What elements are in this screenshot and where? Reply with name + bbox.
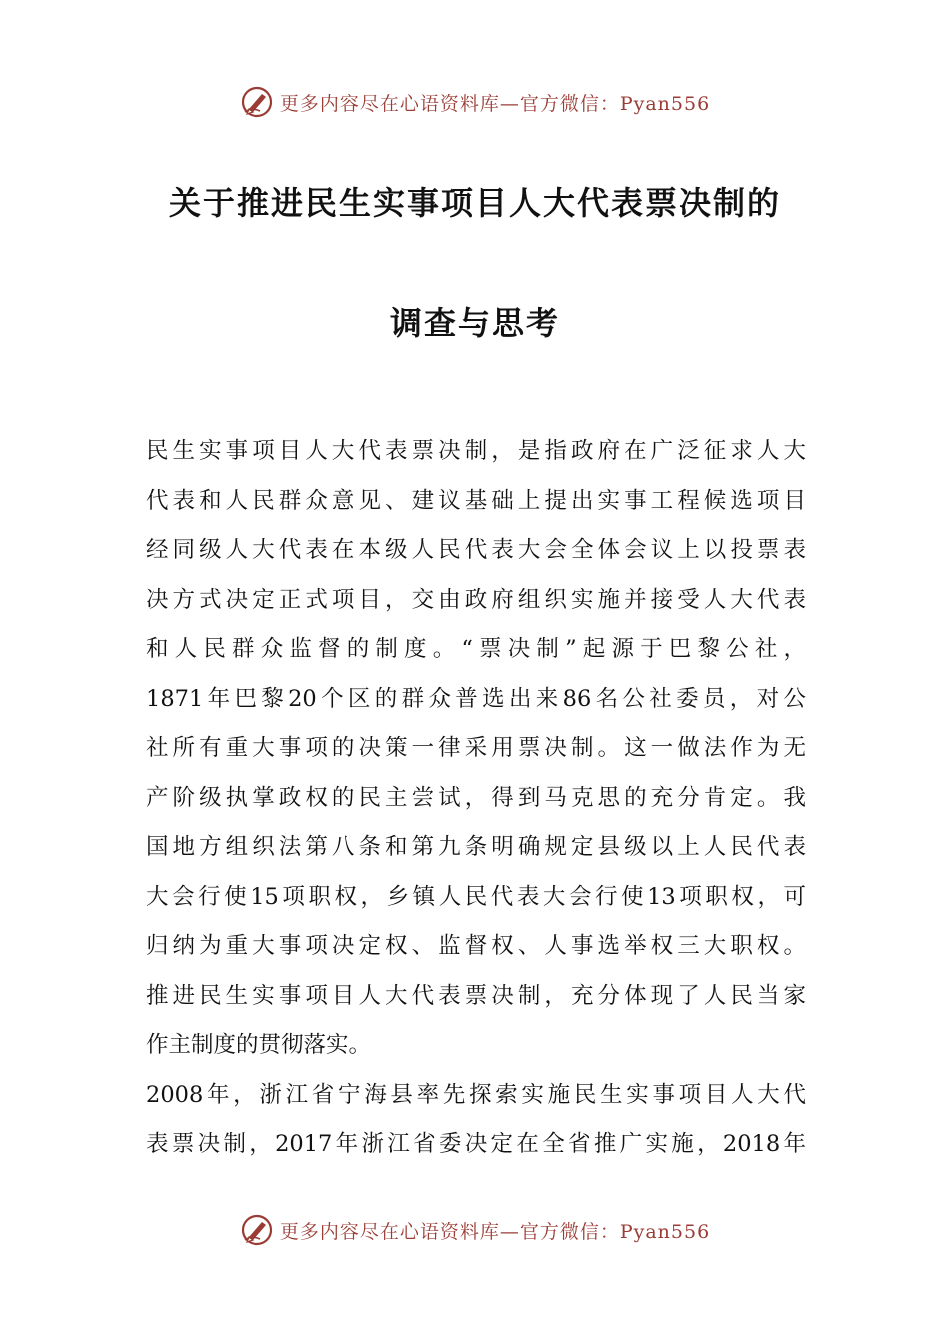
footer-watermark-banner [0,1210,950,1250]
body-line: 决方式决定正式项目，交由政府组织实施并接受人大代表 [146,586,806,613]
document-title-line-2: 调查与思考 [389,304,560,342]
body-line: 产阶级执掌政权的民主尝试，得到马克思的充分肯定。我 [146,784,806,811]
body-line: 大会行使15项职权，乡镇人民代表大会行使13项职权，可 [146,883,806,910]
body-line: 推进民生实事项目人大代表票决制，充分体现了人民当家 [146,982,806,1009]
body-line: 国地方组织法第八条和第九条明确规定县级以上人民代表 [146,834,806,860]
pen-logo-icon [240,1213,274,1247]
body-line: 民生实事项目人大代表票决制，是指政府在广泛征求人大 [146,438,806,464]
body-line: 社所有重大事项的决策一律采用票决制。这一做法作为无 [146,735,806,761]
pen-logo-icon [240,85,274,119]
header-watermark-banner [0,82,950,122]
body-line: 2008年，浙江省宁海县率先探索实施民生实事项目人大代 [146,1081,806,1108]
body-line: 经同级人大代表在本级人民代表大会全体会议上以投票表 [146,537,806,563]
body-line: 代表和人民群众意见、建议基础上提出实事工程候选项目 [146,487,806,514]
body-line: 归纳为重大事项决定权、监督权、人事选举权三大职权。 [146,933,806,959]
document-title-line-1: 关于推进民生实事项目人大代表票决制的 [168,184,781,222]
body-line: 表票决制，2017年浙江省委决定在全省推广实施，2018年 [146,1131,806,1157]
header-watermark-text: 更多内容尽在心语资料库—官方微信：Pyan556 [279,92,711,115]
footer-watermark-text: 更多内容尽在心语资料库—官方微信：Pyan556 [279,1220,711,1243]
body-line: 作主制度的贯彻落实。 [146,1032,372,1058]
body-line: 1871年巴黎20个区的群众普选出来86名公社委员，对公 [146,685,806,712]
document-body [146,427,806,1170]
body-line: 和人民群众监督的制度。“票决制”起源于巴黎公社， [146,636,806,662]
